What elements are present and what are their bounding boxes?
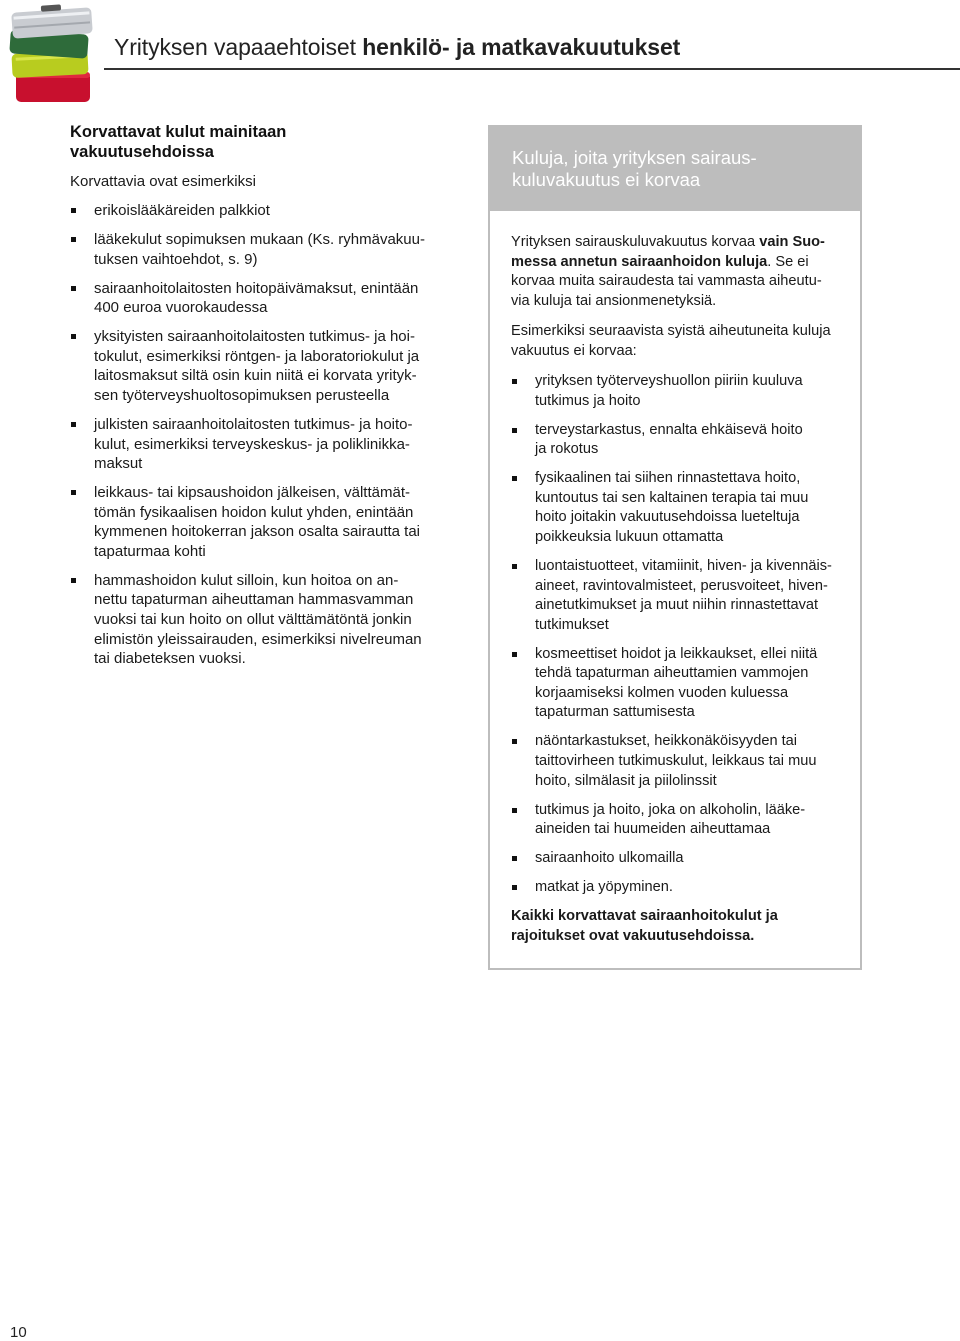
text-line: Yrityksen sairauskuluvakuutus korvaa [511, 234, 760, 250]
list-item-line: maksut [94, 455, 143, 473]
not-covered-list [511, 372, 840, 898]
text-line: Kaikki korvattavat sairaanhoitokulut ja [511, 908, 778, 925]
list-item-line: hammashoidon kulut silloin, kun hoitoa on an- [94, 571, 399, 589]
list-item-line: matkat ja yöpyminen. [535, 879, 673, 896]
list-item [511, 645, 840, 723]
text-line: . Se ei [767, 253, 809, 270]
list-item-line: tutkimus ja hoito [535, 392, 641, 409]
page-header-title [114, 34, 680, 61]
left-intro: Korvattavia ovat esimerkiksi [70, 173, 256, 190]
list-item-line: 400 euroa vuorokaudessa [94, 299, 268, 317]
bullet-icon [71, 490, 76, 495]
list-item [511, 801, 840, 840]
list-item-line: tömän fysikaalisen hoidon kulut yhden, enintään [94, 503, 414, 521]
list-item-line: kosmeettiset hoidot ja leikkaukset, ellei niitä [535, 645, 818, 662]
list-item-line: hoito, silmälasit ja piilolinssit [535, 772, 717, 789]
box-closing-note [511, 907, 840, 946]
list-item [70, 201, 440, 221]
list-item [70, 279, 440, 318]
bullet-icon [512, 885, 517, 890]
list-item-line: tuksen vaihtoehdot, s. 9) [94, 250, 258, 268]
list-item-line: nettu tapaturman aiheuttaman hammasvamman [94, 591, 414, 609]
list-item-line: tapaturmaa kohti [94, 542, 206, 560]
list-item-line: vuoksi tai kun hoito on ollut välttämätöntä jonkin [94, 611, 412, 629]
list-item-line: luontaistuotteet, vitamiinit, hiven- ja kivennäis- [535, 557, 832, 574]
list-item-line: aineet, ravintovalmisteet, perusvoiteet, hiven- [535, 577, 828, 594]
list-item-line: aineiden tai huumeiden aiheuttamaa [535, 821, 771, 838]
header-title-bold: henkilö- ja matkavakuutukset [362, 34, 681, 60]
list-item-line: ainetutkimukset ja muut niihin rinnastettavat [535, 597, 819, 614]
bullet-icon [71, 286, 76, 291]
header-title-light: Yrityksen vapaaehtoiset [114, 34, 363, 60]
list-item [70, 483, 440, 561]
list-item-line: elimistön yleissairauden, esimerkiksi nivelreuman [94, 630, 422, 648]
list-item [70, 415, 440, 474]
text-line: vakuutus ei korvaa: [511, 342, 637, 359]
list-item-line: ja rokotus [535, 441, 599, 458]
list-item-line: tai diabeteksen vuoksi. [94, 650, 246, 668]
list-item [70, 327, 440, 405]
left-heading-line: vakuutusehdoissa [70, 143, 214, 161]
box-title [490, 127, 860, 211]
box-paragraph-1 [511, 233, 840, 311]
list-item [511, 557, 840, 635]
list-item-line: näöntarkastukset, heikkonäköisyyden tai [535, 733, 798, 750]
text-line: Esimerkiksi seuraavista syistä aiheutuneita kuluja [511, 323, 831, 339]
list-item-line: julkisten sairaanhoitolaitosten tutkimus- ja hoito- [94, 415, 413, 433]
bullet-icon [71, 237, 76, 242]
left-column [70, 122, 440, 678]
covered-costs-list [70, 201, 440, 669]
bullet-icon [512, 652, 517, 657]
text-line: rajoitukset ovat vakuutusehdoissa. [511, 927, 755, 944]
left-heading [70, 122, 440, 162]
list-item-line: tutkimus ja hoito, joka on alkoholin, lääke- [535, 801, 806, 818]
stacked-suitcases-icon [6, 2, 100, 106]
bullet-icon [71, 578, 76, 583]
bullet-icon [512, 856, 517, 861]
list-item [511, 732, 840, 791]
bullet-icon [512, 428, 517, 433]
list-item-line: yrityksen työterveyshuollon piiriin kuuluva [535, 373, 803, 389]
list-item-line: kuntoutus tai sen kaltainen terapia tai muu [535, 489, 809, 506]
list-item [511, 469, 840, 547]
box-body [490, 211, 860, 946]
box-title-line: kuluvakuutus ei korvaa [512, 169, 701, 190]
text-line: via kuluja tai ansionmenetyksiä. [511, 292, 717, 309]
bullet-icon [512, 808, 517, 813]
list-item-line: sen työterveyshuoltosopimuksen perusteella [94, 386, 390, 404]
bullet-icon [512, 564, 517, 569]
list-item-line: terveystarkastus, ennalta ehkäisevä hoito [535, 421, 803, 438]
list-item-line: kymmenen hoitokerran jakson osalta sairautta tai [94, 523, 421, 541]
not-covered-box [488, 125, 862, 970]
list-item-line: tehdä tapaturman aiheuttamien vammojen [535, 665, 809, 682]
list-item-line: tapaturman sattumisesta [535, 704, 695, 721]
list-item-line: sairaanhoito ulkomailla [535, 850, 684, 867]
list-item-line: hoito joitakin vakuutusehdoissa lueteltuja [535, 509, 800, 526]
bullet-icon [512, 739, 517, 744]
list-item [70, 571, 440, 669]
list-item-line: korjaamiseksi kolmen vuoden kuluessa [535, 684, 789, 701]
bullet-icon [71, 334, 76, 339]
list-item-line: laitosmaksut siltä osin kuin niitä ei korvata yrityk- [94, 367, 417, 385]
list-item [511, 372, 840, 411]
text-line: korvaa muita sairaudesta tai vammasta aiheutu- [511, 273, 822, 289]
list-item-line: leikkaus- tai kipsaushoidon jälkeisen, välttämät- [94, 484, 410, 502]
list-item-line: poikkeuksia lukuun ottamatta [535, 528, 724, 545]
list-item [511, 878, 840, 898]
list-item-line: tokulut, esimerkiksi röntgen- ja laboratoriokulut ja [94, 347, 420, 365]
text-emphasis: vain Suo- [759, 234, 825, 250]
list-item-line: sairaanhoitolaitosten hoitopäivämaksut, enintään [94, 279, 419, 297]
bullet-icon [71, 422, 76, 427]
page-number: 10 [10, 1324, 27, 1341]
list-item [511, 849, 840, 869]
header-divider [104, 68, 960, 70]
list-item-line: taittovirheen tutkimuskulut, leikkaus tai muu [535, 753, 817, 770]
box-paragraph-2 [511, 322, 840, 361]
box-title-line: Kuluja, joita yrityksen sairaus- [512, 147, 757, 168]
list-item [511, 421, 840, 460]
list-item-line: lääkekulut sopimuksen mukaan (Ks. ryhmävakuu- [94, 230, 425, 248]
list-item-line: fysikaalinen tai siihen rinnastettava hoito, [535, 470, 801, 487]
bullet-icon [512, 476, 517, 481]
list-item-line: yksityisten sairaanhoitolaitosten tutkimus- ja hoi- [94, 328, 415, 346]
bullet-icon [71, 208, 76, 213]
bullet-icon [512, 379, 517, 384]
list-item [70, 230, 440, 269]
list-item-line: tutkimukset [535, 616, 609, 633]
list-item-line: erikoislääkäreiden palkkiot [94, 202, 270, 219]
list-item-line: kulut, esimerkiksi terveyskeskus- ja poliklinikka- [94, 435, 410, 453]
left-heading-line: Korvattavat kulut mainitaan [70, 123, 287, 141]
text-emphasis: messa annetun sairaanhoidon kuluja [511, 253, 768, 270]
